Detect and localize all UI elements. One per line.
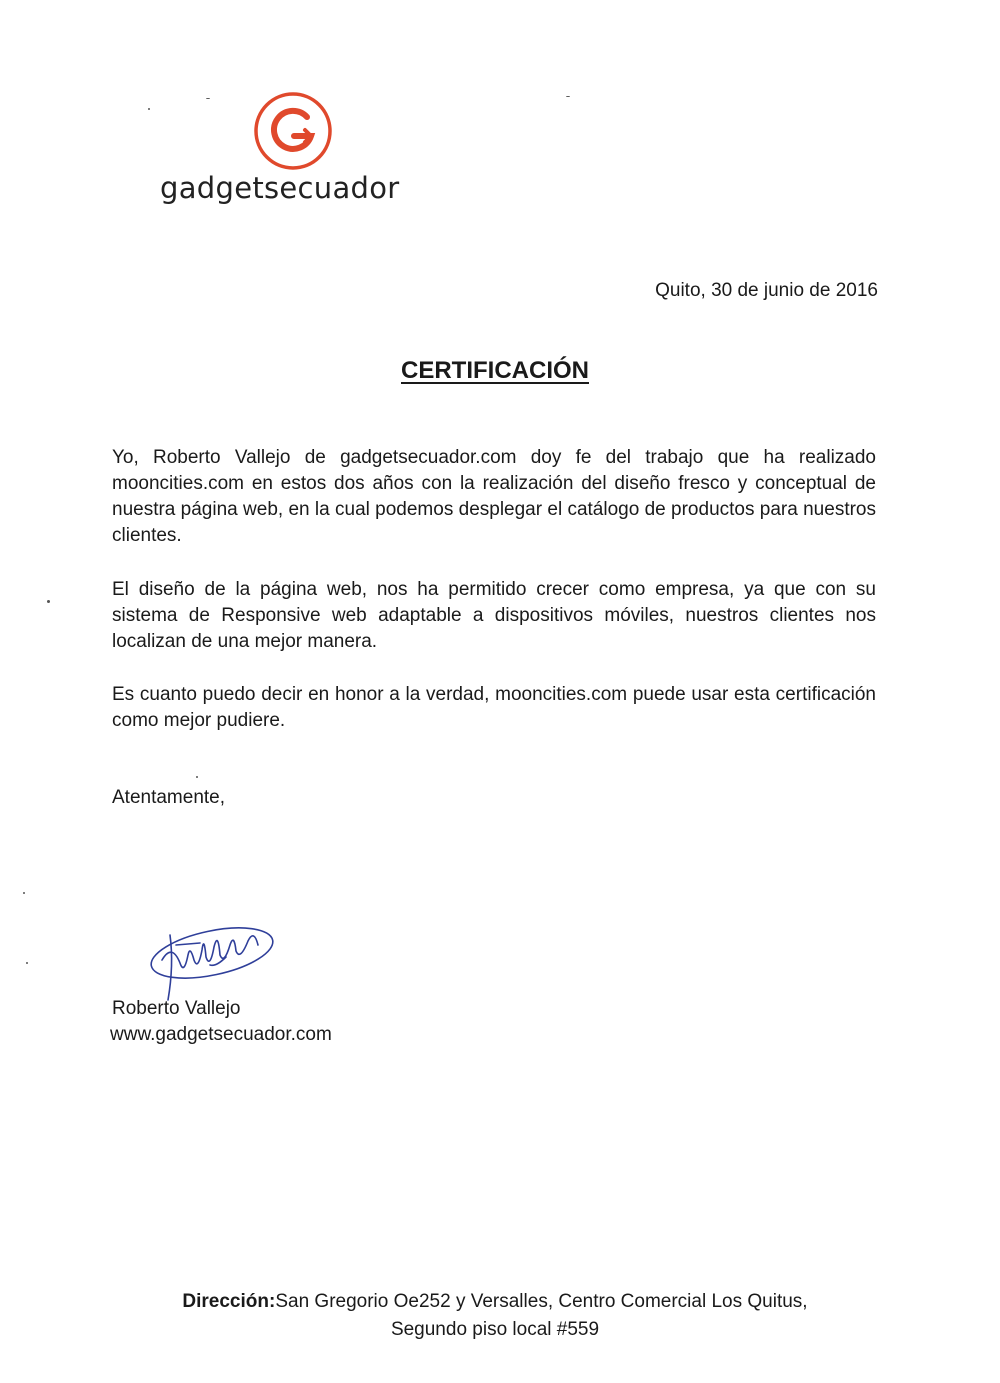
scan-speck [566,96,570,97]
footer-address [0,1288,990,1344]
address-line-1: San Gregorio Oe252 y Versalles, Centro Comercial Los Quitus, [275,1291,808,1312]
signer-website: www.gadgetsecuador.com [110,1024,332,1045]
scan-speck [47,600,50,603]
address-label: Dirección: [182,1291,276,1312]
circle-g-logo-icon [248,86,338,176]
paragraph-1: Yo, Roberto Vallejo de gadgetsecuador.com doy fe del trabajo que ha realizado mooncities.com en estos dos años con la realización del diseño fresco y conceptual de nuestra página web, en la cual podemos desplegar el catálogo de productos para nuestros clientes. [112,447,876,546]
scan-speck [23,892,25,894]
footer-line-1 [0,1288,990,1316]
letter-title: CERTIFICACIÓN [401,357,589,384]
scan-speck [196,776,198,778]
paragraph-2: El diseño de la página web, nos ha permitido crecer como empresa, ya que con su sistema de Responsive web adaptable a dispositivos móviles, nuestros clientes nos localizan de una mejor manera. [112,579,876,652]
scan-speck [148,108,150,110]
scan-speck [206,98,210,99]
letter-date: Quito, 30 de junio de 2016 [655,280,878,301]
scan-speck [26,962,28,964]
company-name: gadgetsecuador [160,171,400,205]
company-logo [158,86,428,216]
paragraph-3: Es cuanto puedo decir en honor a la verdad, mooncities.com puede usar esta certificación como mejor pudiere. [112,684,876,731]
signer-name: Roberto Vallejo [112,998,241,1019]
closing-salutation: Atentamente, [112,787,226,808]
address-line-2: Segundo piso local #559 [390,1319,600,1340]
